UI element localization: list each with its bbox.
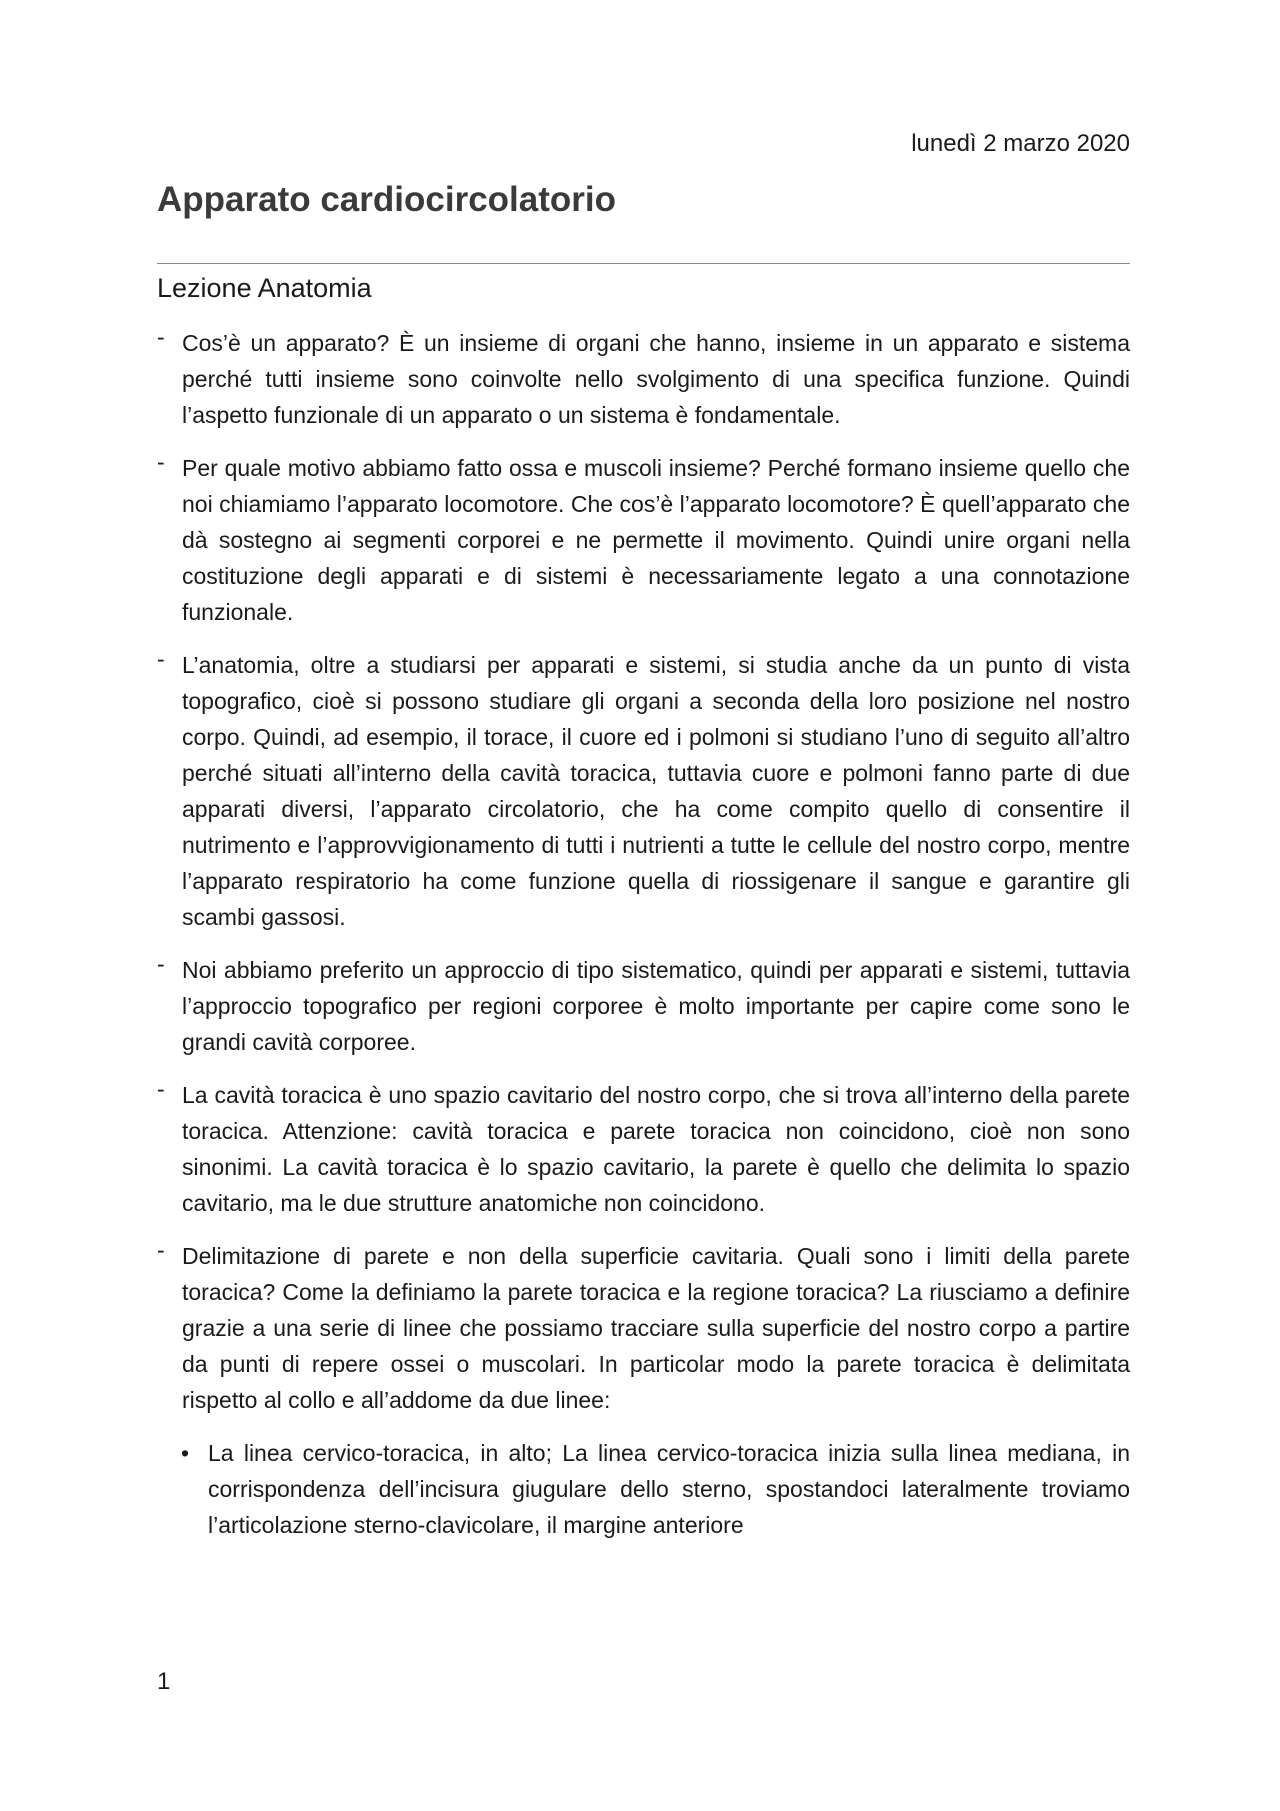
list-item	[157, 450, 1130, 630]
list-item-text: Noi abbiamo preferito un approccio di tipo sistematico, quindi per apparati e sistemi, tuttavia l’approccio topografico per regioni corporee è molto importante per capire come sono le grandi cavità corporee.	[182, 957, 1130, 1055]
dash-marker: -	[157, 951, 165, 977]
list-item	[157, 952, 1130, 1060]
dash-marker: -	[157, 324, 165, 350]
page-number: 1	[157, 1668, 171, 1695]
dash-marker: -	[157, 646, 165, 672]
list-item-text: L’anatomia, oltre a studiarsi per apparati e sistemi, si studia anche da un punto di vista topografico, cioè si possono studiare gli organi a seconda della loro posizione nel nostro corpo. Quindi, ad esempio, il torace, il cuore ed i polmoni si studiano l’uno di seguito all’altro perché situati all’interno della cavità toracica, tuttavia cuore e polmoni fanno parte di due apparati diversi, l’apparato circolatorio, che ha come compito quello di consentire il nutrimento e l’approvvigionamento di tutti i nutrienti a tutte le cellule del nostro corpo, mentre l’apparato respiratorio ha come funzione quella di riossigenare il sangue e garantire gli scambi gassosi.	[182, 652, 1130, 930]
dash-marker: -	[157, 449, 165, 475]
list-item	[157, 1238, 1130, 1418]
section-heading: Lezione Anatomia	[157, 273, 372, 303]
list-item-text: Cos’è un apparato? È un insieme di organi che hanno, insieme in un apparato e sistema perché tutti insieme sono coinvolte nello svolgimento di una specifica funzione. Quindi l’aspetto funzionale di un apparato o un sistema è fondamentale.	[182, 330, 1130, 428]
document-date: lunedì 2 marzo 2020	[911, 130, 1130, 157]
list-item	[157, 325, 1130, 433]
dash-marker: -	[157, 1237, 165, 1263]
list-item	[157, 647, 1130, 935]
sub-list-item-text: La linea cervico-toracica, in alto; La linea cervico-toracica inizia sulla linea mediana, in corrispondenza dell’incisura giugulare dello sterno, spostandoci lateralmente troviamo l’articolazione sterno-clavicolare, il margine anteriore	[208, 1440, 1130, 1538]
dash-marker: -	[157, 1076, 165, 1102]
list-item-text: Per quale motivo abbiamo fatto ossa e muscoli insieme? Perché formano insieme quello che noi chiamiamo l’apparato locomotore. Che cos’è l’apparato locomotore? È quell’apparato che dà sostegno ai segmenti corporei e ne permette il movimento. Quindi unire organi nella costituzione degli apparati e di sistemi è necessariamente legato a una connotazione funzionale.	[182, 455, 1130, 625]
list-item-text: La cavità toracica è uno spazio cavitario del nostro corpo, che si trova all’interno della parete toracica. Attenzione: cavità toracica e parete toracica non coincidono, cioè non sono sinonimi. La cavità toracica è lo spazio cavitario, la parete è quello che delimita lo spazio cavitario, ma le due strutture anatomiche non coincidono.	[182, 1082, 1130, 1216]
document-body	[157, 325, 1130, 1543]
list-item	[157, 1077, 1130, 1221]
title-divider	[157, 263, 1130, 264]
page-title: Apparato cardiocircolatorio	[157, 180, 616, 219]
sub-list-item	[157, 1435, 1130, 1543]
list-item-text: Delimitazione di parete e non della superficie cavitaria. Quali sono i limiti della parete toracica? Come la definiamo la parete toracica e la regione toracica? La riusciamo a definire grazie a una serie di linee che possiamo tracciare sulla superficie del nostro corpo a partire da punti di repere ossei o muscolari. In particolar modo la parete toracica è delimitata rispetto al collo e all’addome da due linee:	[182, 1243, 1130, 1413]
bullet-marker: •	[181, 1440, 190, 1466]
